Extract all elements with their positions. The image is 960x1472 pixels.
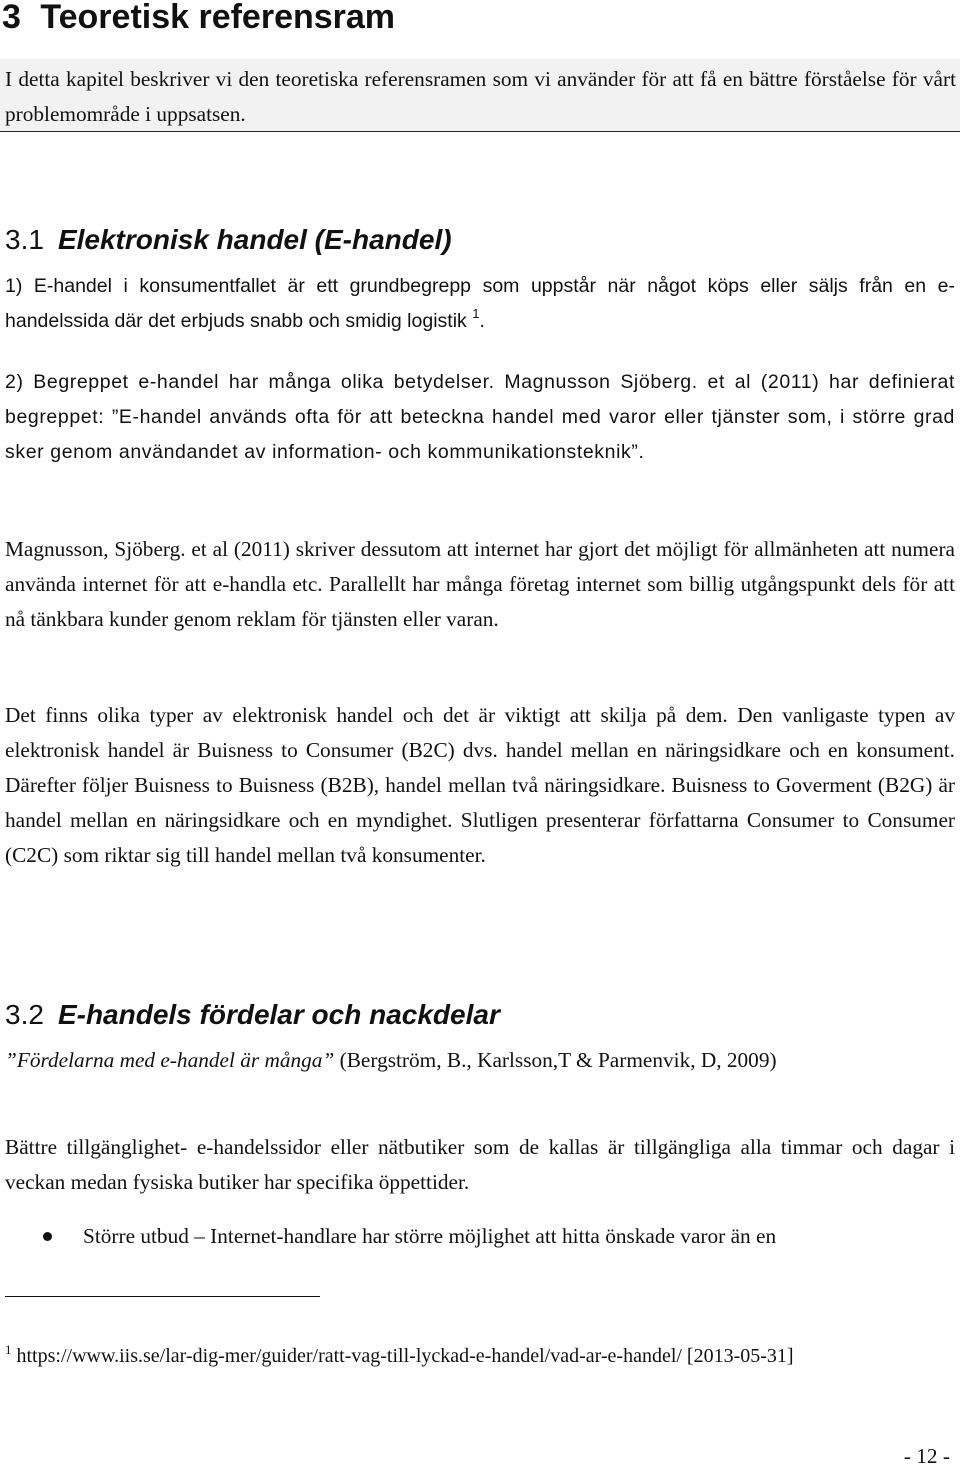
section-3-2-title: E-handels fördelar och nackdelar: [57, 999, 500, 1030]
list-item-text: Större utbud – Internet-handlare har större möjlighet att hitta önskade varor än en: [83, 1224, 777, 1248]
bullet-icon: [43, 1232, 52, 1241]
quote-citation: (Bergström, B., Karlsson,T & Parmenvik, D, 2009): [339, 1048, 777, 1072]
footnote: [5, 1333, 945, 1373]
paragraph-magnusson: [5, 532, 955, 637]
paragraph-typer: [5, 698, 955, 873]
chapter-number: 3: [2, 0, 21, 36]
paragraph-begreppet-text: 2) Begreppet e-handel har många olika betydelser. Magnusson Sjöberg. et al (2011) har definierat begreppet: ”E-handel används ofta för att beteckna handel med varor eller tjänster som, i större grad sker genom användandet av information- och kommunikationsteknik”.: [5, 371, 955, 463]
paragraph-ehandel-definition-end: .: [479, 310, 485, 332]
section-3-1-title: Elektronisk handel (E-handel): [57, 224, 452, 255]
section-3-1-heading: [5, 222, 452, 258]
section-3-2-heading: [5, 997, 500, 1033]
quote-text: ”Fördelarna med e-handel är många”: [5, 1048, 335, 1072]
footnote-reference: 1: [472, 306, 480, 321]
footnote-text: https://www.iis.se/lar-dig-mer/guider/ratt-vag-till-lyckad-e-handel/vad-ar-e-handel/ [2013-05-31]: [16, 1345, 794, 1367]
paragraph-begreppet: [5, 365, 955, 470]
paragraph-ehandel-definition-text: 1) E-handel i konsumentfallet är ett grundbegrepp som uppstår när något köps eller säljs från en e-handelssida där det erbjuds snabb och smidig logistik: [5, 275, 955, 332]
paragraph-tillganglighet-text: Bättre tillgänglighet- e-handelssidor eller nätbutiker som de kallas är tillgängliga alla timmar och dagar i veckan medan fysiska butiker har specifika öppettider.: [5, 1135, 955, 1194]
chapter-title: Teoretisk referensram: [40, 0, 396, 36]
quote-paragraph: [5, 1043, 955, 1078]
paragraph-typer-text: Det finns olika typer av elektronisk handel och det är viktigt att skilja på dem. Den vanligaste typen av elektronisk handel är Buisness to Consumer (B2C) dvs. handel mellan en näringsidkare och en konsument. Därefter följer Buisness to Buisness (B2B), handel mellan två näringsidkare. Buisness to Goverment (B2G) är handel mellan en näringsidkare och en myndighet. Slutligen presenterar författarna Consumer to Consumer (C2C) som riktar sig till handel mellan två konsumenter.: [5, 703, 955, 867]
chapter-intro-box: [0, 59, 960, 132]
paragraph-magnusson-text: Magnusson, Sjöberg. et al (2011) skriver dessutom att internet har gjort det möjligt för allmänheten att numera använda internet för att e-handla etc. Parallellt har många företag internet som billig utgångspunkt dels för att nå tänkbara kunder genom reklam för tjänsten eller varan.: [5, 537, 955, 631]
chapter-heading: [2, 0, 395, 40]
page-number: - 12 -: [903, 1444, 950, 1468]
paragraph-ehandel-definition: [5, 269, 955, 339]
chapter-intro-text: I detta kapitel beskriver vi den teoretiska referensramen som vi använder för att få en bättre förståelse för vårt problemområde i uppsatsen.: [5, 67, 956, 126]
paragraph-tillganglighet: [5, 1130, 955, 1200]
section-3-2-number: 3.2: [5, 999, 44, 1030]
footnote-marker: 1: [5, 1342, 12, 1357]
section-3-1-number: 3.1: [5, 224, 44, 255]
footnote-separator: [5, 1296, 320, 1297]
